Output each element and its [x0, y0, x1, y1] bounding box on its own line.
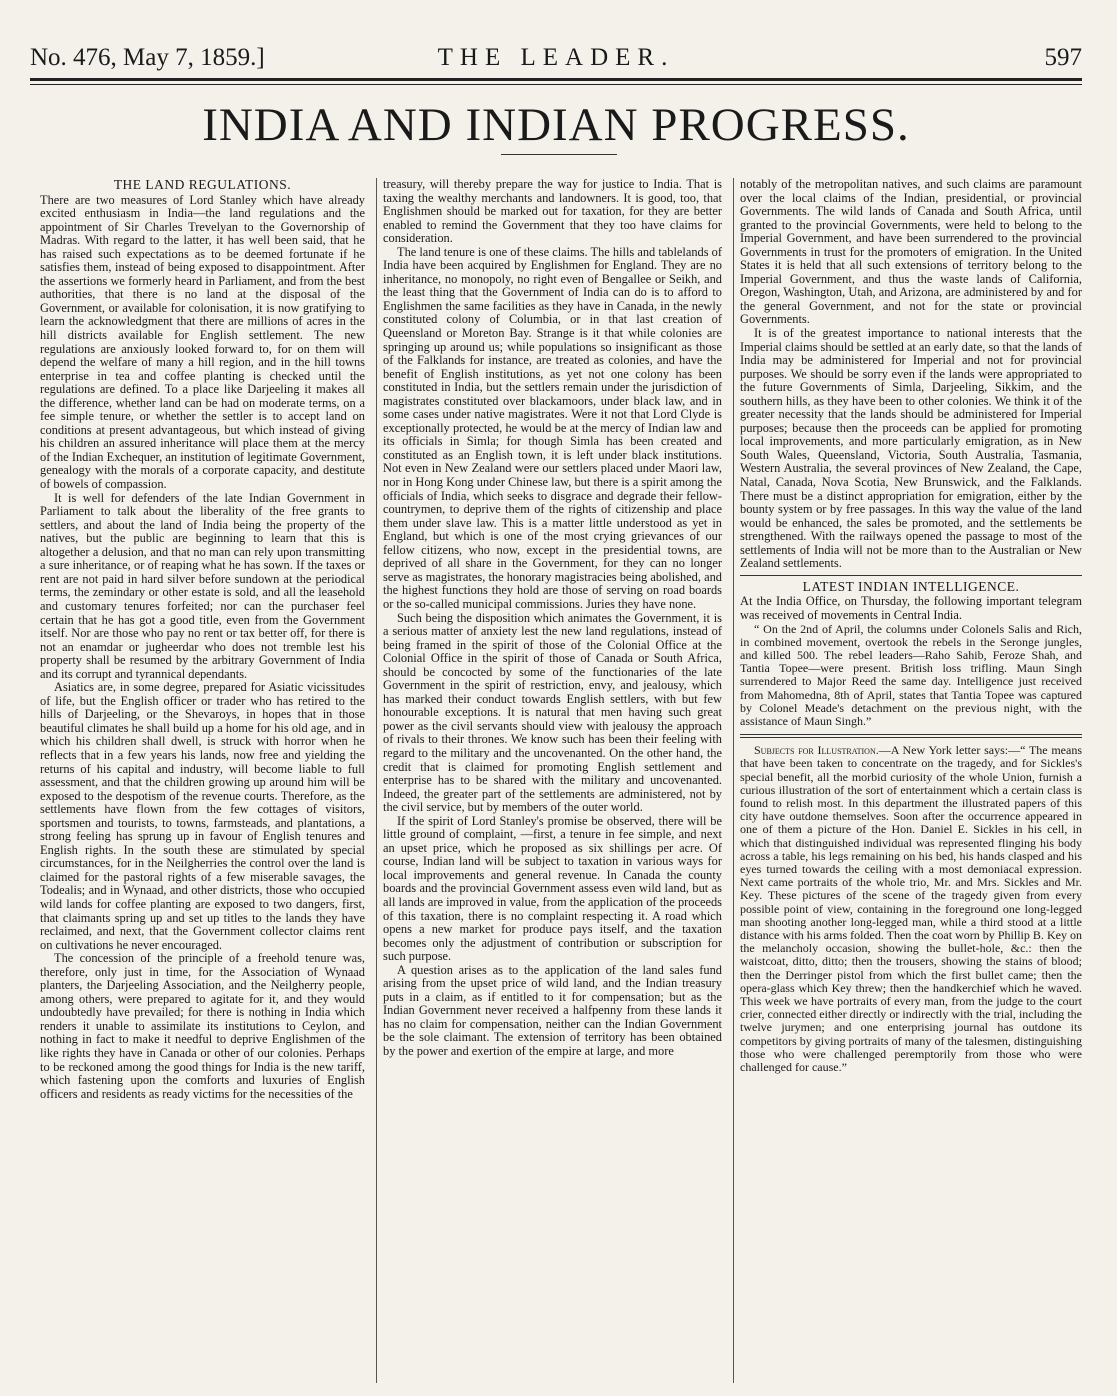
paragraph: There are two measures of Lord Stanley which have already excited enthusiasm in India—the land regulations and the appointment of Sir Charles Trevelyan to the Governorship of Madras. With regard to the latter, it has well been said, that he has raised such expectations as to be deemed fortunate if he satisfies them, instead of being exposed to disappointment. After the assertions we formerly heard in Parliament, and from the best authorities, that there is no land at the disposal of the Government, or available for colonisation, it is now gratifying to learn the acknowledgment that there are millions of acres in the hill districts available for English settlement. The new regulations are anxiously looked forward to, for on them will depend the welfare of many a hill region, and in the hill towns enterprise in tea and coffee planting is checked until the regulations are defined. To a place like Darjeeling it makes all the difference, whether land can be had on moderate terms, on a fee simple tenure, or whether the settler is to accept land on conditions at present advantageous, but which instead of giving his children an assured inheritance will place them at the mercy of the Indian Exchequer, an institution of legitimate Government, genealogy with the morals of a corporate capacity, and destitute of bowels of compassion.	[40, 192, 365, 492]
double-rule	[740, 734, 1082, 738]
issue-date: No. 476, May 7, 1859.]	[30, 44, 265, 71]
paragraph: It is well for defenders of the late Indian Government in Parliament to talk about the liberality of the free grants to settlers, and about the land of India being the property of the natives, but the public are beginning to learn that this is altogether a delusion, and that no man can rely upon transmitting a sure inheritance, or of reaping what he has sown. If the taxes or rent are not paid in hard silver before sundown at the periodical terms, the zemindary or other estate is sold, and all the leasehold and customary tenures forfeited; nor can the purchaser feel certain that he has got a good title, even from the Government itself. Nor are those who pay no rent or tax better off, for there is not an enamdar or jugheerdar who does not tremble lest his property shall be resumed by the arbitrary Government of India and its corrupt and tyrannical dependants.	[40, 490, 365, 681]
newspaper-title: THE LEADER.	[437, 44, 675, 71]
article-columns	[40, 178, 1084, 1383]
paragraph: A question arises as to the application of the land sales fund arising from the upset price of wild land, and the Indian treasury puts in a claim, as if entitled to it for compensation; but as the Indian Government never received a halfpenny from these lands it has no claim for compensation, neither can the Indian Government be the sole claimant. The extension of territory has been obtained by the power and exertion of the empire at large, and more	[383, 962, 722, 1058]
page-headline: INDIA AND INDIAN PROGRESS.	[202, 99, 910, 151]
subjects-lead: Subjects for Illustration.	[754, 743, 879, 758]
subjects-for-illustration	[740, 744, 1082, 1074]
paragraph: treasury, will thereby prepare the way for justice to India. That is taxing the wealthy merchants and landowners. It is good, too, that Englishmen should be marked out for taxation, for they are better enabled to remind the Government that they too have claims for consideration.	[383, 178, 722, 246]
intelligence-telegram: “ On the 2nd of April, the columns under Colonels Salis and Rich, in combined movement, overtook the rebels in the Seronge jungles, and killed 500. The rebel leaders—Raho Sahib, Feroze Shah, and Tantia Topee—were present. British loss trifling. Maun Singh surrendered to Major Reed the same day. Intelligence just received from Mahomedna, 8th of April, states that Tantia Topee was captured by Colonel Meade's detachment on the previous night, with the assistance of Maun Singh.”	[740, 621, 1082, 728]
section-title-latest-intelligence: LATEST INDIAN INTELLIGENCE.	[802, 578, 1020, 594]
masthead-rule-thin	[30, 84, 1082, 85]
headline-rule	[501, 154, 617, 155]
paragraph: It is of the greatest importance to national interests that the Imperial claims should be settled at an early date, so that the lands of India may be administered for Imperial and not for provincial purposes. We should be sorry even if the lands were appropriated to the future Governments of Simla, Darjeeling, Sikkim, and the southern hills, as they have been to other colonies. We think it of the greater necessity that the lands should be administered for Imperial purposes; because then the proceeds can be applied for promoting local improvements, and more particularly emigration, as in New South Wales, Queensland, Victoria, South Australia, Tasmania, Western Australia, the several provinces of New Zealand, the Cape, Natal, Canada, Nova Scotia, New Brunswick, and the Falklands. There must be a distinct appropriation for emigration, either by the bounty system or by free passages. In this way the value of the land would be enhanced, the sales be promoted, and the settlements be strengthened. With the railways opened the passage to most of the settlements of India will not be more than to the Australian or New Zealand settlements.	[740, 326, 1082, 571]
section-rule	[740, 575, 1082, 576]
column-2	[383, 178, 722, 1383]
paragraph: If the spirit of Lord Stanley's promise be observed, there will be little ground of complaint, —first, a tenure in fee simple, and next an upset price, which he proposed as six shillings per acre. Of course, Indian land will be subject to taxation in various ways for local improvements and general revenue. In Canada the county boards and the provincial Government assess even wild land, but as all lands are improved in value, from the application of the proceeds of this taxation, there is no complaint respecting it. A road which opens a new market for produce pays itself, and the taxation becomes only the adjustment of contribution or subscription for such purpose.	[383, 813, 722, 964]
masthead	[30, 44, 1082, 78]
column-1	[40, 178, 365, 1383]
intelligence-intro: At the India Office, on Thursday, the following important telegram was received of movements in Central India.	[740, 594, 1082, 622]
paragraph: Asiatics are, in some degree, prepared for Asiatic vicissitudes of life, but the English officer or trader who has retired to the hills of Darjeeling, or the Shevaroys, in hopes that in those beautiful climates he shall build up a home for his old age, and in which his children shall dwell, is struck with horror when he reflects that in a few years his lands, now free and yielding the returns of his capital and industry, will become liable to full assessment, and that the children growing up around him will be exposed to the despotism of the revenue courts. Therefore, as the settlements have flown from the few cottages of visitors, sportsmen and tourists, to towns, farmsteads, and plantations, a strong feeling has sprung up in favour of English tenures and English rights. In the south these are stimulated by special circumstances, for in the Neilgherries the control over the land is claimed for the pastoral rights of a few miserable savages, the Todealis; and in Wynaad, and other districts, those who occupied wild lands for coffee planting are exposed to two dangers, first, that claimants spring up and set up titles to the lands they have reclaimed, and next, that the Government collector claims rent on cultivations he never encouraged.	[40, 680, 365, 952]
subjects-text: —A New York letter says:—“ The means that have been taken to concentrate on the tragedy, and for Sickles's special benefit, all the morbid curiosity of the whole Union, furnish a curious illustration of the sort of entertainment which a certain class is found to relish most. In this department the illustrated papers of this city have outdone themselves. Soon after the occurrence appeared in one of them a picture of the Hon. Daniel E. Sickles in his cell, in which that distinguished individual was represented flinging his body across a table, his legs remaining on his bed, his hands clasped and his eyes turned towards the ceiling with a most demoniacal expression. Next came portraits of the whole trio, Mr. and Mrs. Sickles and Mr. Key. These pictures of the scene of the tragedy given from every possible point of view, containing in the foreground one long-legged man shooting another long-legged man, while a third stood at a little distance with his arms folded. Then the coat worn by Phillip B. Key on the melancholy occasion, showing the bullet-hole, &c.: then the waistcoat, ditto, ditto; then the trousers, showing the stains of blood; then the Derringer pistol from which the first bullet came; then the opera-glass which Key threw; then the handkerchief which he waved. This week we have portraits of every man, from the judge to the court crier, connected either directly or indirectly with the trial, including the twelve jurymen; and one enterprising journal has outdone its competitors by giving portraits of many of the talesmen, distinguishing those who were challenged peremptorily from those who were challenged for cause.”	[740, 743, 1082, 1074]
column-3	[740, 178, 1082, 1383]
paragraph: The land tenure is one of these claims. The hills and tablelands of India have been acquired by Englishmen for England. They are no inheritance, no monopoly, no right even of Bengallee or Seikh, and the least thing that the Government of India can do is to afford to Englishmen the same facilities as they have in Canada, in the newly constituted colony of Columbia, or in that last creation of Queensland or Moreton Bay. Strange is it that while colonies are springing up around us; while populations so insignificant as those of the Falklands for instance, are treated as colonies, and have the benefit of English institutions, as yet not one colony has been constituted in India, but the settlers remain under the jurisdiction of magistrates constituted over blackamoors, under black law, and in some cases under native magistrates. Were it not that Lord Clyde is exceptionally protected, he would be at the mercy of Indian law and its officials in Simla; for though Simla has been created and constituted as an English town, it is left under black institutions. Not even in New Zealand were our settlers placed under Maori law, nor in Hong Kong under Chinese law, but there is a spirit among the officials of India, which seeks to disgrace and degrade their fellow-countrymen, to deprive them of the rights of citizenship and place them under slave law. This is a matter little understood as yet in England, but which is one of the most crying grievances of our fellow citizens, who now, except in the presidential towns, are deprived of all share in the Government, for they can no longer serve as magistrates, the honorary magistracies being abolished, and the highest functions they hold are those of serving on road boards or the so-called municipal commissions. Juries they have none.	[383, 244, 722, 611]
paragraph: The concession of the principle of a freehold tenure was, therefore, only just in time, for the Association of Wynaad planters, the Darjeeling Association, and the Neilgherry people, among others, were prepared to agitate for it, and they would undoubtedly have prevailed; for there is nothing in India which renders it unable to assimilate its institutions to Ceylon, and nothing in fact to make it needful to deprive Englishmen of the like rights they have in Canada or other of our colonies. Perhaps to be reckoned among the good things for India is the new tariff, which fastening upon the comforts and luxuries of English officers and residents as ready victims for the necessities of the	[40, 951, 365, 1101]
masthead-rule-thick	[30, 78, 1082, 81]
paragraph: Such being the disposition which animates the Government, it is a serious matter of anxiety lest the new land regulations, instead of being framed in the spirit of those of the Colonial Office at the Colonial Office in the spirit of those of Canada or South Africa, should be concocted by some of the functionaries of the late Government in the spirit of restriction, envy, and jealousy, which has marked their conduct towards English settlers, with but few honourable exceptions. It is natural that men having such great power as the civil servants should view with jealousy the approach of rivals to their thrones. We know such has been their feeling with regard to the military and the uncovenanted. On the other hand, the credit that is claimed for promoting English settlement and enterprise has to be shared with the military and uncovenanted. Indeed, the greater part of the settlements are administered, not by the civil service, but by members of the outer world.	[383, 610, 722, 815]
section-title-land-regulations: THE LAND REGULATIONS.	[113, 178, 292, 192]
page-number: 597	[1044, 44, 1082, 71]
paragraph: notably of the metropolitan natives, and such claims are paramount over the local claims of the Indian, presidential, or provincial Governments. The wild lands of Canada and South Africa, until granted to the provincial Governments, were held to belong to the Imperial Government, and have been surrendered to the provincial Governments in trust for the promoters of emigration. In the United States it is held that all such extensions of territory belong to the Imperial Government, and thus the waste lands of California, Oregon, Washington, Utah, and Arizona, are administered by and for the general Government, and not for the state or provincial Governments.	[740, 178, 1082, 327]
